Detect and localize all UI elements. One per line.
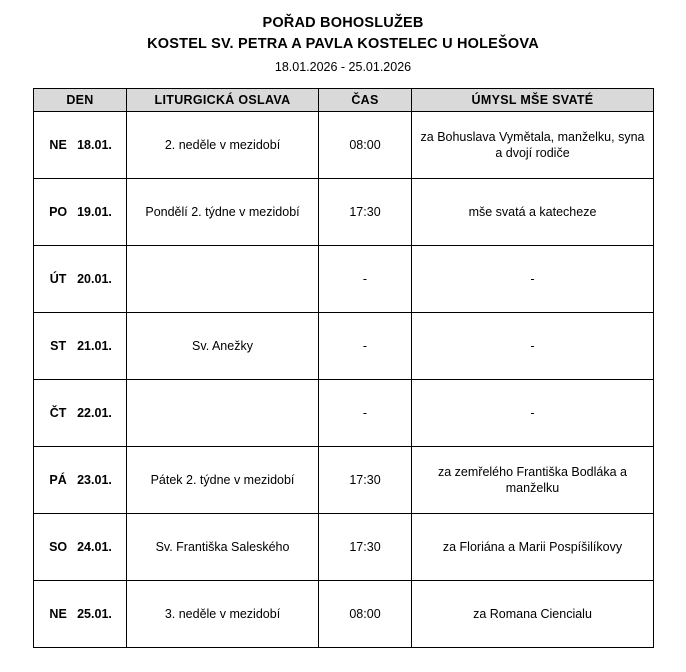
cell-time: 17:30 [319, 179, 412, 246]
cell-celebration: 2. neděle v mezidobí [127, 112, 319, 179]
cell-intention: mše svatá a katecheze [412, 179, 654, 246]
cell-intention: za zemřelého Františka Bodláka a manželku [412, 447, 654, 514]
cell-time: - [319, 380, 412, 447]
document-title: POŘAD BOHOSLUŽEB [262, 15, 424, 31]
table-row [34, 112, 654, 179]
day-of-week: ČT [49, 406, 67, 420]
cell-celebration: Pondělí 2. týdne v mezidobí [127, 179, 319, 246]
cell-time: - [319, 313, 412, 380]
table-body [34, 112, 654, 648]
table-row [34, 447, 654, 514]
cell-time: 08:00 [319, 112, 412, 179]
day-of-week: ST [50, 339, 67, 353]
cell-celebration [127, 246, 319, 313]
column-header-day: DEN [34, 89, 127, 112]
table-row [34, 380, 654, 447]
cell-intention: - [412, 246, 654, 313]
cell-intention: za Bohuslava Vymětala, manželku, syna a dvojí rodiče [412, 112, 654, 179]
day-of-week: PO [49, 205, 68, 219]
table-row [34, 246, 654, 313]
schedule-table [33, 88, 654, 648]
cell-day [34, 112, 127, 179]
cell-celebration: 3. neděle v mezidobí [127, 581, 319, 648]
cell-time: 17:30 [319, 514, 412, 581]
column-header-intention: ÚMYSL MŠE SVATÉ [412, 89, 654, 112]
day-of-week: NE [49, 607, 67, 621]
cell-day [34, 581, 127, 648]
cell-day [34, 313, 127, 380]
day-date: 21.01. [77, 339, 112, 353]
cell-intention: - [412, 313, 654, 380]
day-date: 24.01. [77, 540, 112, 554]
cell-celebration: Sv. Anežky [127, 313, 319, 380]
column-header-time: ČAS [319, 89, 412, 112]
column-header-celebration: LITURGICKÁ OSLAVA [127, 89, 319, 112]
table-row [34, 581, 654, 648]
cell-time: - [319, 246, 412, 313]
day-of-week: ÚT [49, 272, 67, 286]
table-row [34, 179, 654, 246]
day-of-week: NE [49, 138, 67, 152]
day-date: 22.01. [77, 406, 112, 420]
cell-time: 17:30 [319, 447, 412, 514]
cell-day [34, 447, 127, 514]
cell-day [34, 179, 127, 246]
day-date: 25.01. [77, 607, 112, 621]
schedule-table-wrapper [33, 88, 653, 648]
cell-celebration: Sv. Františka Saleského [127, 514, 319, 581]
table-row [34, 514, 654, 581]
day-date: 19.01. [77, 205, 112, 219]
day-date: 23.01. [77, 473, 112, 487]
cell-intention: - [412, 380, 654, 447]
cell-intention: za Floriána a Marii Pospíšilíkovy [412, 514, 654, 581]
cell-day [34, 380, 127, 447]
cell-celebration: Pátek 2. týdne v mezidobí [127, 447, 319, 514]
table-header-row [34, 89, 654, 112]
day-date: 18.01. [77, 138, 112, 152]
cell-day [34, 514, 127, 581]
church-name: KOSTEL SV. PETRA A PAVLA KOSTELEC U HOLEŠOVA [147, 36, 539, 52]
day-of-week: SO [49, 540, 68, 554]
table-row [34, 313, 654, 380]
cell-time: 08:00 [319, 581, 412, 648]
cell-day [34, 246, 127, 313]
day-date: 20.01. [77, 272, 112, 286]
day-of-week: PÁ [49, 473, 67, 487]
date-range: 18.01.2026 - 25.01.2026 [274, 60, 412, 74]
cell-intention: za Romana Ciencialu [412, 581, 654, 648]
cell-celebration [127, 380, 319, 447]
document-header [0, 0, 686, 76]
